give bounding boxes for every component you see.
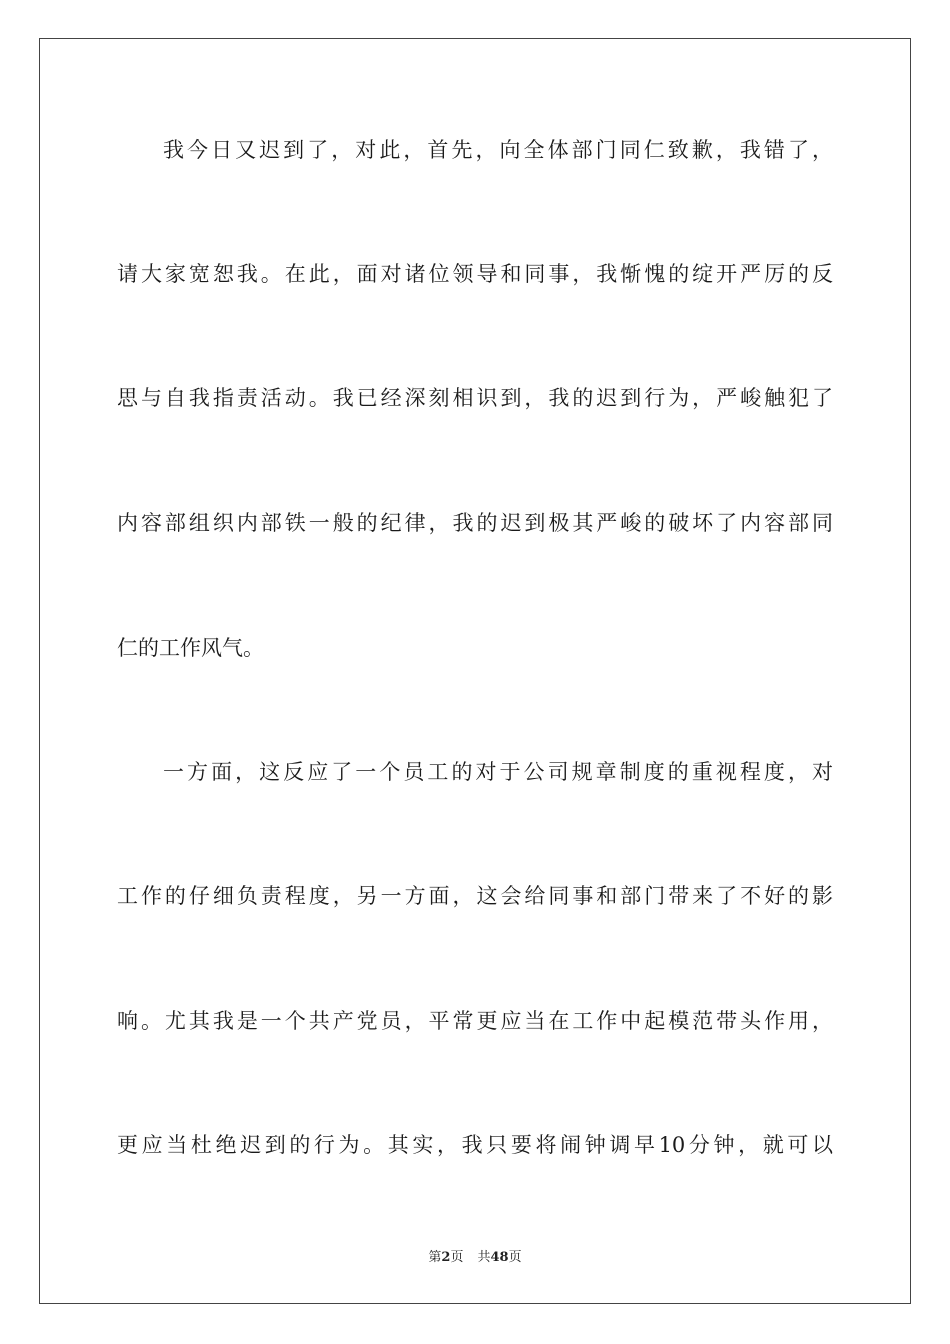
- text-line: 一方面，这反应了一个员工的对于公司规章制度的重视程度，对: [163, 760, 833, 784]
- page-footer: [0, 1248, 950, 1268]
- total-pages: 48: [490, 1250, 509, 1265]
- text-line: 思与自我指责活动。我已经深刻相识到，我的迟到行为，严峻触犯了: [117, 386, 833, 410]
- text-line: 响。尤其我是一个共产党员，平常更应当在工作中起模范带头作用，: [117, 1009, 833, 1033]
- text-line: 仁的工作风气。: [117, 636, 264, 660]
- page-border: [39, 38, 911, 1304]
- text-line: 请大家宽恕我。在此，面对诸位领导和同事，我惭愧的绽开严厉的反: [117, 262, 833, 286]
- page-number-prefix: 第: [428, 1250, 442, 1265]
- total-pages-suffix: 页: [508, 1250, 522, 1265]
- text-line: 工作的仔细负责程度，另一方面，这会给同事和部门带来了不好的影: [117, 884, 833, 908]
- text-line: 内容部组织内部铁一般的纪律，我的迟到极其严峻的破坏了内容部同: [117, 511, 833, 535]
- text-line: 更应当杜绝迟到的行为。其实，我只要将闹钟调早10分钟，就可以: [117, 1133, 833, 1157]
- page-number-suffix: 页: [450, 1250, 464, 1265]
- total-pages-prefix: 共: [477, 1250, 491, 1265]
- page-number: 2: [441, 1250, 451, 1265]
- text-line: 我今日又迟到了，对此，首先，向全体部门同仁致歉，我错了，: [163, 138, 833, 162]
